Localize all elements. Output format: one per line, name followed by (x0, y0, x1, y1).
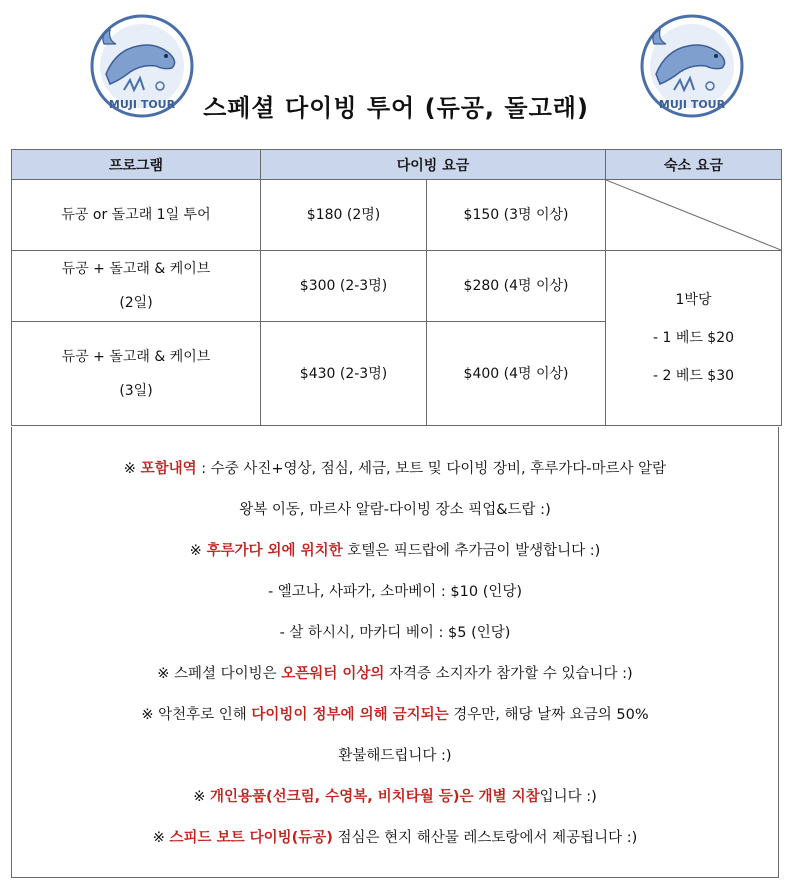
note-speedboat-lunch: ※ 스피드 보트 다이빙(듀공) 점심은 현지 해산물 레스토랑에서 제공됩니다 :) (152, 830, 638, 846)
note-license: ※ 스페셜 다이빙은 오픈워터 이상의 자격증 소지자가 참가할 수 있습니다 :) (157, 666, 633, 682)
lodging-empty-cell (606, 180, 782, 251)
table-header-row (12, 150, 782, 180)
price-cell-b: $400 (4명 이상) (427, 322, 606, 426)
svg-text:MUJI TOUR: MUJI TOUR (108, 98, 176, 111)
note-weather-refund: ※ 악천후로 인해 다이빙이 정부에 의해 금지되는 경우만, 해당 날짜 요금의 50% (141, 707, 649, 723)
program-cell (12, 322, 261, 426)
price-cell-a: $300 (2-3명) (261, 251, 427, 322)
header-lodging-price: 숙소 요금 (606, 150, 782, 180)
program-name: 듀공 + 돌고래 & 케이브 (61, 348, 211, 365)
page-title: 스페셜 다이빙 투어 (듀공, 돌고래) (203, 94, 589, 122)
note-weather-refund-cont: 환불해드립니다 :) (338, 748, 452, 764)
price-cell-a: $180 (2명) (261, 180, 427, 251)
program-duration: (2일) (119, 295, 153, 311)
program-cell (12, 251, 261, 322)
lodging-price-cell (606, 251, 782, 426)
note-included-cont: 왕복 이동, 마르사 알람-다이빙 장소 픽업&드랍 :) (239, 502, 551, 518)
note-pickup-fee-1: - 엘고나, 사파가, 소마베이 : $10 (인당) (267, 584, 523, 600)
lodging-two-bed: - 2 베드 $30 (652, 368, 735, 384)
program-name: 듀공 or 돌고래 1일 투어 (61, 207, 211, 223)
header-program: 프로그램 (12, 150, 261, 180)
note-personal-items: ※ 개인용품(선크림, 수영복, 비치타월 등)은 개별 지참입니다 :) (193, 789, 597, 805)
note-pickup-extra: ※ 후루가다 외에 위치한 호텔은 픽드랍에 추가금이 발생합니다 :) (189, 543, 601, 559)
price-cell-b: $150 (3명 이상) (427, 180, 606, 251)
table-row (12, 251, 782, 322)
lodging-per-night: 1박당 (675, 292, 712, 308)
note-included: ※ 포함내역 : 수중 사진+영상, 점심, 세금, 보트 및 다이빙 장비, 후루가다-마르사 알람 (123, 461, 667, 477)
program-duration: (3일) (119, 382, 153, 399)
program-cell (12, 180, 261, 251)
notes-box (11, 427, 779, 878)
svg-text:MUJI TOUR: MUJI TOUR (658, 98, 726, 111)
note-pickup-fee-2: - 살 하시시, 마카디 베이 : $5 (인당) (279, 625, 511, 641)
table-row (12, 180, 782, 251)
price-cell-a: $430 (2-3명) (261, 322, 427, 426)
diagonal-line-icon (606, 180, 781, 250)
price-cell-b: $280 (4명 이상) (427, 251, 606, 322)
pricing-table (11, 149, 782, 426)
header-diving-price: 다이빙 요금 (261, 150, 606, 180)
lodging-one-bed: - 1 베드 $20 (652, 330, 735, 346)
program-name: 듀공 + 돌고래 & 케이브 (61, 261, 211, 277)
